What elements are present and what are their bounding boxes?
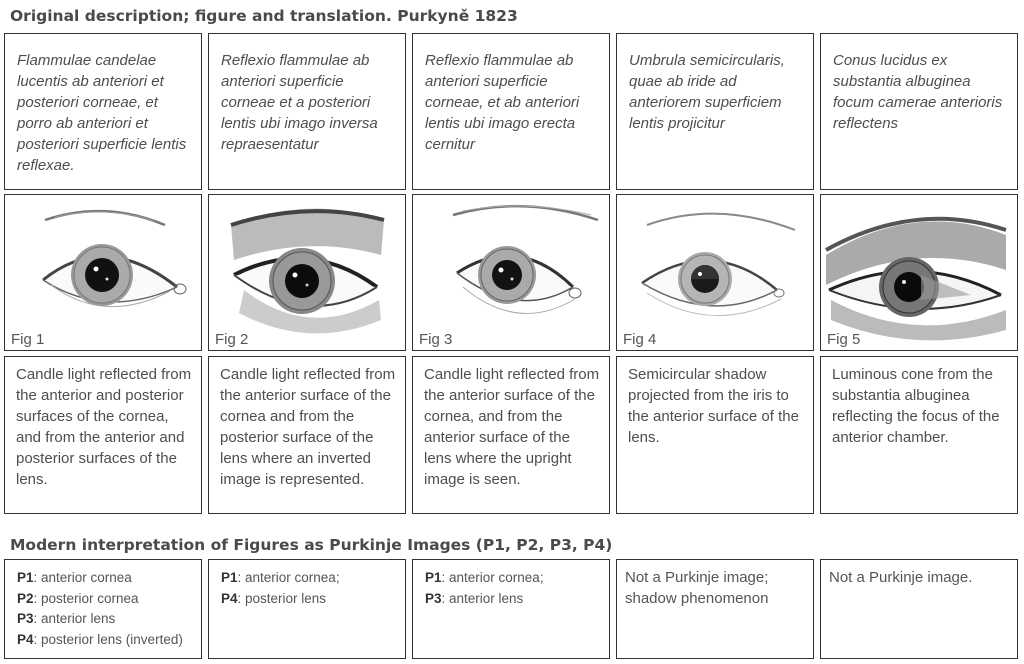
purkinje-desc: : anterior lens: [441, 590, 524, 606]
figure-label-5: Fig 5: [827, 331, 861, 348]
modern-text-5: Not a Purkinje image.: [829, 569, 973, 586]
purkinje-desc: : anterior cornea;: [441, 570, 544, 585]
latin-text-1: Flammulae candelae lucentis ab anteriori et posteriori corneae, et porro ab anteriori et posteriori superficie lentis reflexae.: [17, 52, 187, 174]
modern-item: [425, 568, 601, 589]
modern-list-3: [413, 560, 609, 609]
modern-item: [425, 589, 601, 610]
latin-cell-1: [4, 33, 202, 190]
modern-list-2: [209, 560, 405, 609]
figure-cell-5: [820, 194, 1018, 351]
purkinje-code: P4: [221, 590, 238, 606]
latin-cell-2: [208, 33, 406, 190]
eye-illustration-5: [821, 195, 1018, 351]
translation-text-5: Luminous cone from the substantia albuginea reflecting the focus of the anterior chamber.: [832, 366, 1000, 446]
eye-illustration-4: [617, 195, 814, 351]
modern-cell-3: [412, 559, 610, 659]
latin-text-5: Conus lucidus ex substantia albuginea focum camerae anterioris reflectens: [833, 52, 1003, 132]
modern-cell-4: [616, 559, 814, 659]
purkinje-desc: : anterior lens: [33, 611, 116, 626]
eye-illustration-2: [209, 195, 406, 351]
section-title-modern: Modern interpretation of Figures as Purkinje Images (P1, P2, P3, P4): [10, 536, 613, 554]
translation-cell-5: [820, 356, 1018, 514]
translation-cell-4: [616, 356, 814, 514]
purkinje-code: P1: [17, 570, 34, 585]
purkinje-code: P1: [221, 570, 238, 585]
translation-cell-2: [208, 356, 406, 514]
translation-cell-3: [412, 356, 610, 514]
translation-text-3: Candle light reflected from the anterior surface of the cornea, and from the anterior surface of the lens where the upright image is seen.: [424, 366, 600, 488]
purkinje-code: P4: [17, 631, 34, 647]
latin-cell-3: [412, 33, 610, 190]
figure-cell-1: [4, 194, 202, 351]
figure-cell-3: [412, 194, 610, 351]
latin-text-2: Reflexio flammulae ab anteriori superficie corneae et a posteriori lentis ubi imago inversa repraesentatur: [221, 52, 378, 153]
translation-text-2: Candle light reflected from the anterior surface of the cornea and from the posterior surface of the lens where an inverted image is represented.: [220, 366, 396, 488]
latin-description-row: [4, 33, 1018, 190]
modern-item: [17, 630, 193, 651]
modern-cell-1: [4, 559, 202, 659]
modern-interpretation-row: [4, 559, 1018, 659]
modern-item: [17, 609, 193, 630]
modern-item: [17, 589, 193, 610]
purkinje-code: P2: [17, 590, 34, 606]
eye-illustration-3: [413, 195, 610, 351]
purkinje-desc: : anterior cornea: [33, 570, 132, 585]
translation-text-4: Semicircular shadow projected from the iris to the anterior surface of the lens.: [628, 366, 799, 446]
modern-list-1: [5, 560, 201, 650]
figure-label-4: Fig 4: [623, 331, 657, 348]
purkinje-code: P3: [425, 590, 442, 606]
eye-illustration-1: [5, 195, 202, 351]
purkinje-code: P3: [17, 611, 34, 626]
figure-cell-4: [616, 194, 814, 351]
figure-row: [4, 194, 1018, 351]
translation-row: [4, 356, 1018, 514]
modern-item: [221, 568, 397, 589]
translation-cell-1: [4, 356, 202, 514]
latin-text-3: Reflexio flammulae ab anteriori superficie corneae, et ab anteriori lentis ubi imago erecta cernitur: [425, 52, 580, 153]
modern-cell-5: [820, 559, 1018, 659]
purkinje-desc: : posterior lens: [237, 590, 327, 606]
modern-item: [17, 568, 193, 589]
purkinje-desc: : anterior cornea;: [237, 570, 340, 585]
latin-text-4: Umbrula semicircularis, quae ab iride ad anteriorem superficiem lentis projicitur: [629, 52, 785, 132]
purkinje-desc: : posterior cornea: [33, 590, 139, 606]
figure-label-1: Fig 1: [11, 331, 45, 348]
figure-label-3: Fig 3: [419, 331, 453, 348]
purkinje-code: P1: [425, 570, 442, 585]
translation-text-1: Candle light reflected from the anterior and posterior surfaces of the cornea, and from the anterior and posterior surfaces of the lens.: [16, 366, 192, 488]
modern-text-4: Not a Purkinje image; shadow phenomenon: [625, 569, 769, 607]
modern-item: [221, 589, 397, 610]
figure-label-2: Fig 2: [215, 331, 249, 348]
page-title: Original description; figure and translation. Purkyně 1823: [10, 7, 518, 25]
latin-cell-5: [820, 33, 1018, 190]
latin-cell-4: [616, 33, 814, 190]
modern-cell-2: [208, 559, 406, 659]
figure-cell-2: [208, 194, 406, 351]
purkinje-desc: : posterior lens (inverted): [33, 631, 183, 647]
